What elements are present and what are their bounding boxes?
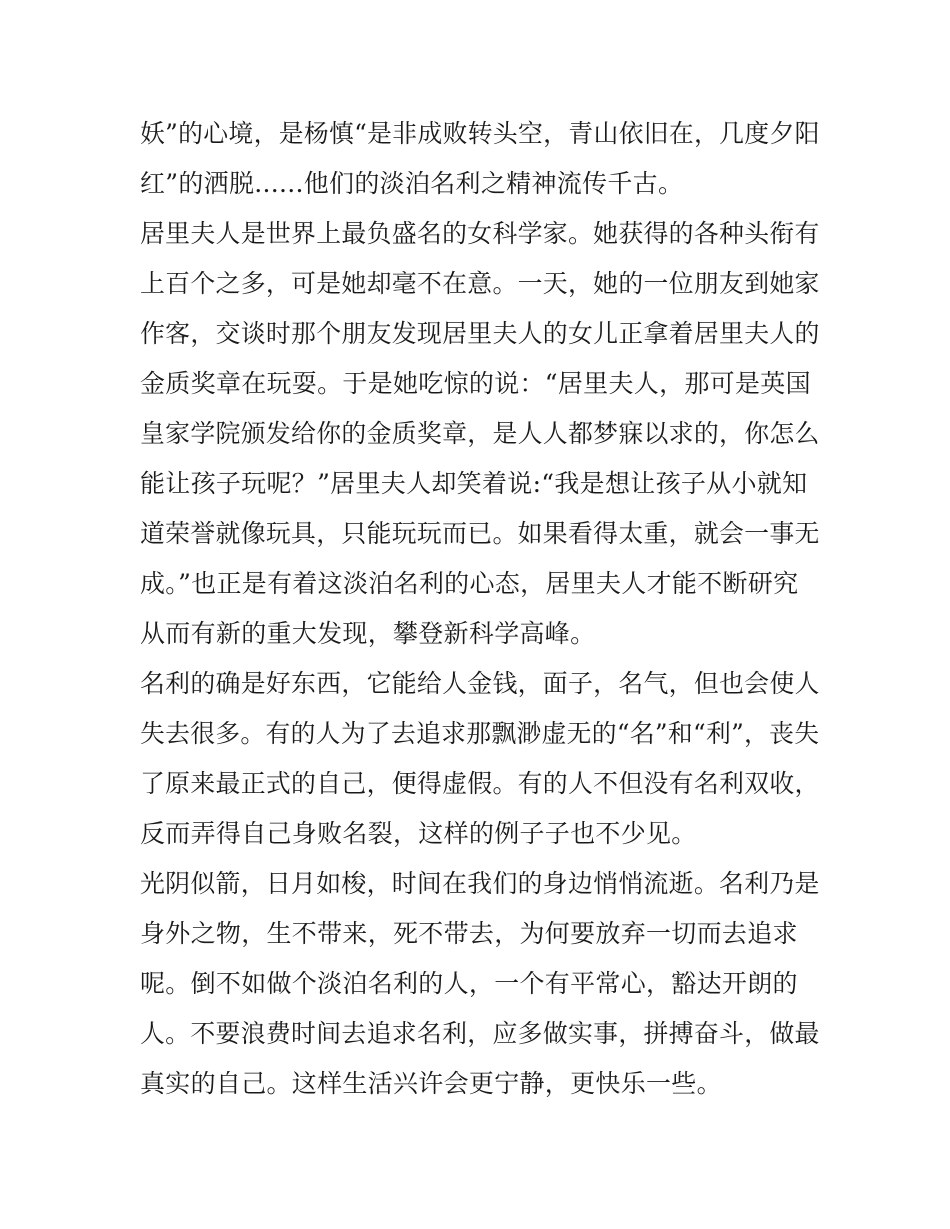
text-line: 光阴似箭，日月如梭，时间在我们的身边悄悄流逝。名利乃是 — [140, 869, 820, 898]
essay-text — [140, 109, 820, 1109]
text-line: 身外之物，生不带来，死不带去，为何要放弃一切而去追求 — [140, 919, 798, 948]
text-line: 红”的洒脱......他们的淡泊名利之精神流传千古。 — [140, 169, 684, 198]
text-line: 呢。倒不如做个淡泊名利的人，一个有平常心，豁达开朗的 — [140, 969, 798, 998]
text-line: 成。”也正是有着这淡泊名利的心态，居里夫人才能不断研究 — [140, 569, 799, 598]
text-line: 妖”的心境，是杨慎“是非成败转头空，青山依旧在，几度夕阳 — [140, 119, 820, 148]
text-line: 居里夫人是世界上最负盛名的女科学家。她获得的各种头衔有 — [140, 219, 820, 248]
text-line: 道荣誉就像玩具，只能玩玩而已。如果看得太重，就会一事无 — [140, 519, 820, 548]
text-line: 能让孩子玩呢？”居里夫人却笑着说:“我是想让孩子从小就知 — [140, 469, 808, 498]
text-line: 名利的确是好东西，它能给人金钱，面子，名气，但也会使人 — [140, 669, 820, 698]
text-line: 人。不要浪费时间去追求名利，应多做实事，拼搏奋斗，做最 — [140, 1019, 820, 1048]
text-line: 皇家学院颁发给你的金质奖章，是人人都梦寐以求的，你怎么 — [140, 419, 820, 448]
text-line: 真实的自己。这样生活兴许会更宁静，更快乐一些。 — [140, 1069, 722, 1098]
text-line: 上百个之多，可是她却毫不在意。一天，她的一位朋友到她家 — [140, 269, 820, 298]
text-line: 从而有新的重大发现，攀登新科学高峰。 — [140, 619, 596, 648]
text-line: 作客，交谈时那个朋友发现居里夫人的女儿正拿着居里夫人的 — [140, 319, 820, 348]
text-line: 了原来最正式的自己，便得虚假。有的人不但没有名利双收， — [140, 769, 820, 798]
text-line: 反而弄得自己身败名裂，这样的例子子也不少见。 — [140, 819, 697, 848]
text-line: 金质奖章在玩耍。于是她吃惊的说：“居里夫人，那可是英国 — [140, 369, 811, 398]
text-line: 失去很多。有的人为了去追求那飘渺虚无的“名”和“利”，丧失 — [140, 719, 820, 748]
